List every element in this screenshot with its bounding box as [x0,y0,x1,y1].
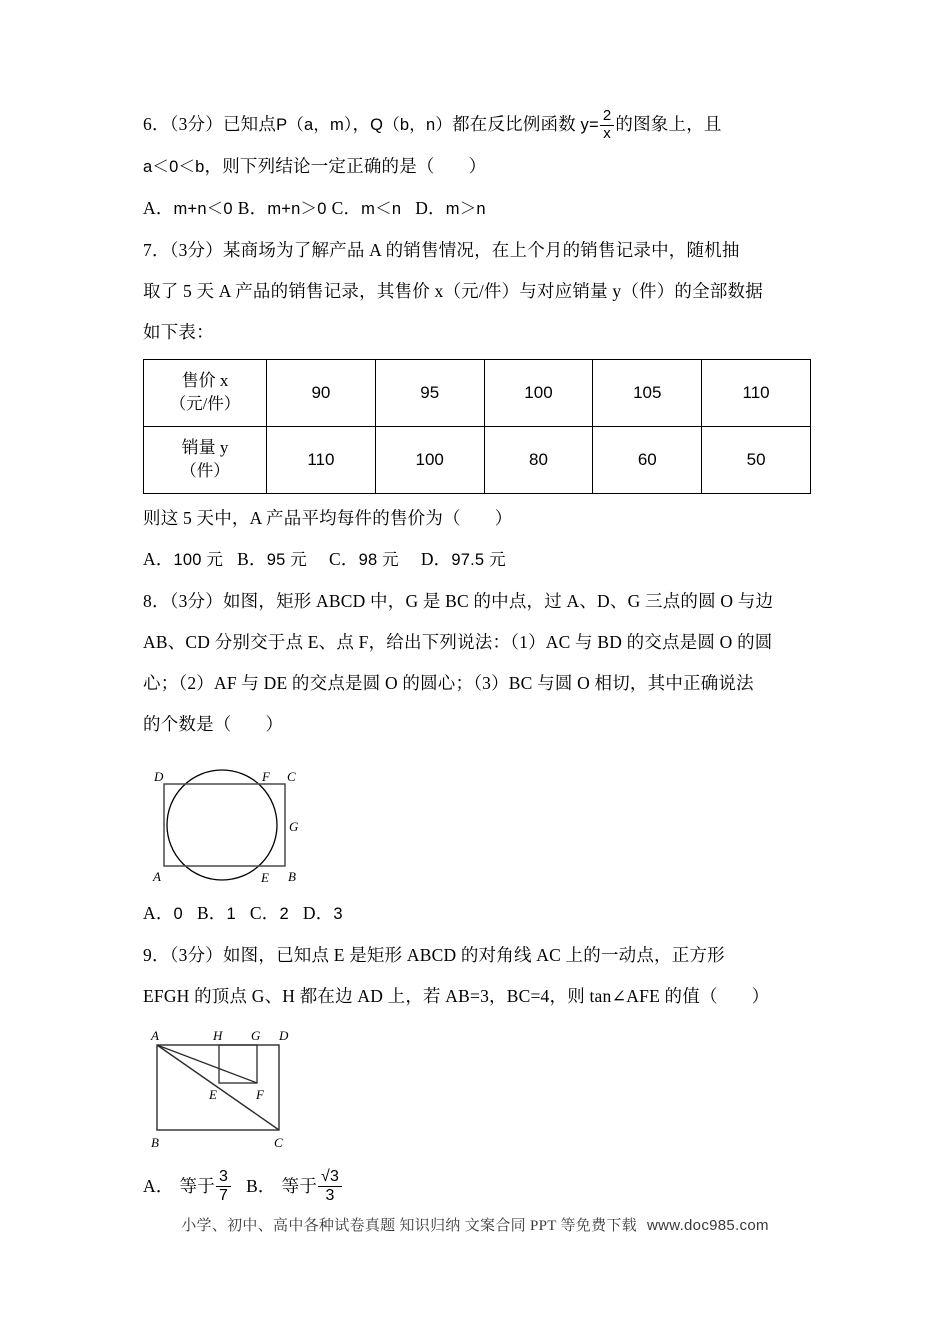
question-6-option-b-text: m+n＞0 [267,200,327,218]
fraction-denominator: x [600,125,615,143]
fraction-sqrt3-over-3 [318,1168,342,1205]
question-7-options [143,539,811,581]
question-8-option-a-text: 0 [173,905,183,923]
question-8-stem-line1 [143,581,811,622]
table-row-price [144,360,811,427]
question-9-option-a-prefix: 等于 [179,1176,215,1196]
rectangle-square-svg [143,1023,353,1158]
question-7-stem-line3: 如下表： [143,322,214,342]
table-cell-sales-2: 100 [375,427,484,494]
table-cell-sales-1: 110 [267,427,376,494]
fraction-2-over-x [600,108,615,143]
question-7-points: （3分） [169,240,223,260]
question-6-option-a-text: m+n＜0 [173,200,233,218]
question-7-stem-line2: 取了 5 天 A 产品的销售记录，其售价 x（元/件）与对应销量 y（件）的全部数据 [143,281,763,301]
footer-url[interactable]: www.doc985.com [647,1217,769,1234]
label-e: E [209,1087,217,1102]
question-9-option-a-label: A． [143,1176,174,1196]
question-8-stem-line3: 心；（2）AF 与 DE 的交点是圆 O 的圆心；（3）BC 与圆 O 相切，其中正确说法 [143,673,754,693]
label-b: B [288,869,296,884]
fraction-numerator: √3 [321,1168,340,1186]
table-header-price [144,360,267,427]
question-9-options [143,1160,811,1212]
table-header-price-line2: （元/件） [169,394,241,414]
page-footer [0,1214,950,1235]
question-6-stem [143,104,811,146]
question-8-paren-close: ） [265,714,284,734]
question-8-option-a-label: A． [143,903,174,923]
question-8-figure [143,751,811,891]
question-7-number: 7． [143,240,170,260]
footer-text: 小学、初中、高中各种试卷真题 知识归纳 文案合同 PPT 等免费下载 [181,1218,637,1234]
square-efgh [219,1045,257,1083]
question-6-option-c-text: m＜n [361,200,402,218]
label-f: F [262,769,270,784]
question-6-comma: ， [352,114,371,134]
question-6-options [143,188,811,230]
table-row-sales [144,427,811,494]
question-7-line1: 某商场为了解产品 A 的销售情况，在上个月的销售记录中，随机抽 [222,240,740,260]
question-6-stem-part3: 的图象上，且 [615,114,722,134]
table-cell-price-1: 90 [267,360,376,427]
table-cell-sales-3: 80 [484,427,593,494]
table-cell-price-5: 110 [702,360,811,427]
question-7-option-d-text: 97.5 元 [451,551,506,569]
question-7-option-c-text: 98 元 [358,551,399,569]
label-g: G [251,1028,261,1043]
question-9-paren-close: ） [751,986,770,1006]
table-cell-price-2: 95 [375,360,484,427]
question-9-option-b-label: B． [246,1176,276,1196]
question-6-stem-line2-text: ，则下列结论一定正确的是（ [204,156,435,176]
label-a: A [151,1028,159,1043]
question-7-paren-close: ） [494,508,513,528]
question-8-line1: 如图，矩形 ABCD 中，G 是 BC 的中点，过 A、D、G 三点的圆 O 与边 [222,591,774,611]
question-7-after-table [143,498,811,539]
question-6-option-d-label: D． [415,198,446,218]
question-6-equation: y= [580,116,599,134]
label-c: C [274,1135,283,1150]
question-8-option-c-label: C． [249,903,280,923]
question-6-stem-part2: 都在反比例函数 [452,114,581,134]
label-h: H [213,1028,223,1043]
question-8-number: 8． [143,591,170,611]
question-7-after-table-text: 则这 5 天中，A 产品平均每件的售价为（ [143,508,461,528]
label-e: E [261,870,269,885]
question-7-option-d-label: D． [420,549,452,569]
question-9-option-b-prefix: 等于 [281,1176,318,1196]
label-d: D [279,1028,289,1043]
question-9-line2-text: EFGH 的顶点 G、H 都在边 AD 上，若 AB=3，BC=4，则 tan∠AFE 的值（ [143,986,718,1006]
question-7-option-b-text: 95 元 [266,551,307,569]
question-6-points: （3分） [169,114,223,134]
question-8-option-d-text: 3 [333,905,343,923]
table-header-sales [144,427,267,494]
question-6-option-a-label: A． [143,198,174,218]
question-9-points: （3分） [169,945,223,965]
question-9-number: 9． [143,945,170,965]
question-6-point-q: Q（b，n） [370,116,453,134]
fraction-denominator: 7 [216,1186,231,1205]
fraction-denominator: 3 [318,1186,342,1205]
fraction-numerator: 3 [218,1168,229,1186]
question-7-option-a-label: A． [143,549,174,569]
question-8-points: （3分） [169,591,223,611]
question-8-line4-text: 的个数是（ [143,714,232,734]
question-6-paren-close: ） [468,156,487,176]
table-cell-sales-4: 60 [593,427,702,494]
table-header-sales-line2: （件） [180,461,230,481]
label-f: F [256,1087,264,1102]
page-content [143,104,811,1212]
question-6-option-c-label: C． [331,198,362,218]
question-8-option-d-label: D． [302,903,334,923]
fraction-numerator: 2 [602,107,612,124]
question-6-option-d-text: m＞n [445,200,486,218]
label-g: G [289,819,299,834]
question-6-inequality: a＜0＜b [143,158,205,176]
label-c: C [287,769,296,784]
label-b: B [151,1135,159,1150]
sales-data-table [143,359,811,494]
question-6-point-p: P（a，m） [276,116,353,134]
question-9-figure [143,1023,811,1158]
question-8-option-b-text: 1 [226,905,236,923]
rectangle-abcd [164,784,285,866]
table-cell-sales-5: 50 [702,427,811,494]
question-7-stem-line1 [143,230,811,271]
label-d: D [154,769,164,784]
circle-rectangle-svg [143,751,353,891]
question-9-stem-line2 [143,976,811,1017]
table-header-sales-line1: 销量 y [181,438,229,458]
question-9-line1: 如图，已知点 E 是矩形 ABCD 的对角线 AC 上的一动点，正方形 [222,945,725,965]
question-8-option-c-text: 2 [279,905,289,923]
question-6-stem-line2 [143,146,811,188]
label-a: A [153,869,161,884]
question-6-stem-part1: 已知点 [222,114,277,134]
question-9-stem-line1 [143,935,811,976]
question-8-stem-line2: AB、CD 分别交于点 E、点 F，给出下列说法：（1）AC 与 BD 的交点是圆 O 的圆 [143,632,773,652]
fraction-3-over-7 [216,1168,231,1205]
question-7-option-b-label: B． [237,549,267,569]
segment-af [157,1045,257,1083]
circle-o [167,770,277,880]
question-8-options [143,893,811,935]
question-6-option-b-label: B． [237,198,268,218]
question-7-option-a-text: 100 元 [173,551,224,569]
table-cell-price-4: 105 [593,360,702,427]
question-6-number: 6． [143,114,170,134]
question-8-stem-line4 [143,704,811,745]
question-7-option-c-label: C． [329,549,359,569]
question-8-option-b-label: B． [196,903,227,923]
table-cell-price-3: 100 [484,360,593,427]
table-header-price-line1: 售价 x [181,371,229,391]
